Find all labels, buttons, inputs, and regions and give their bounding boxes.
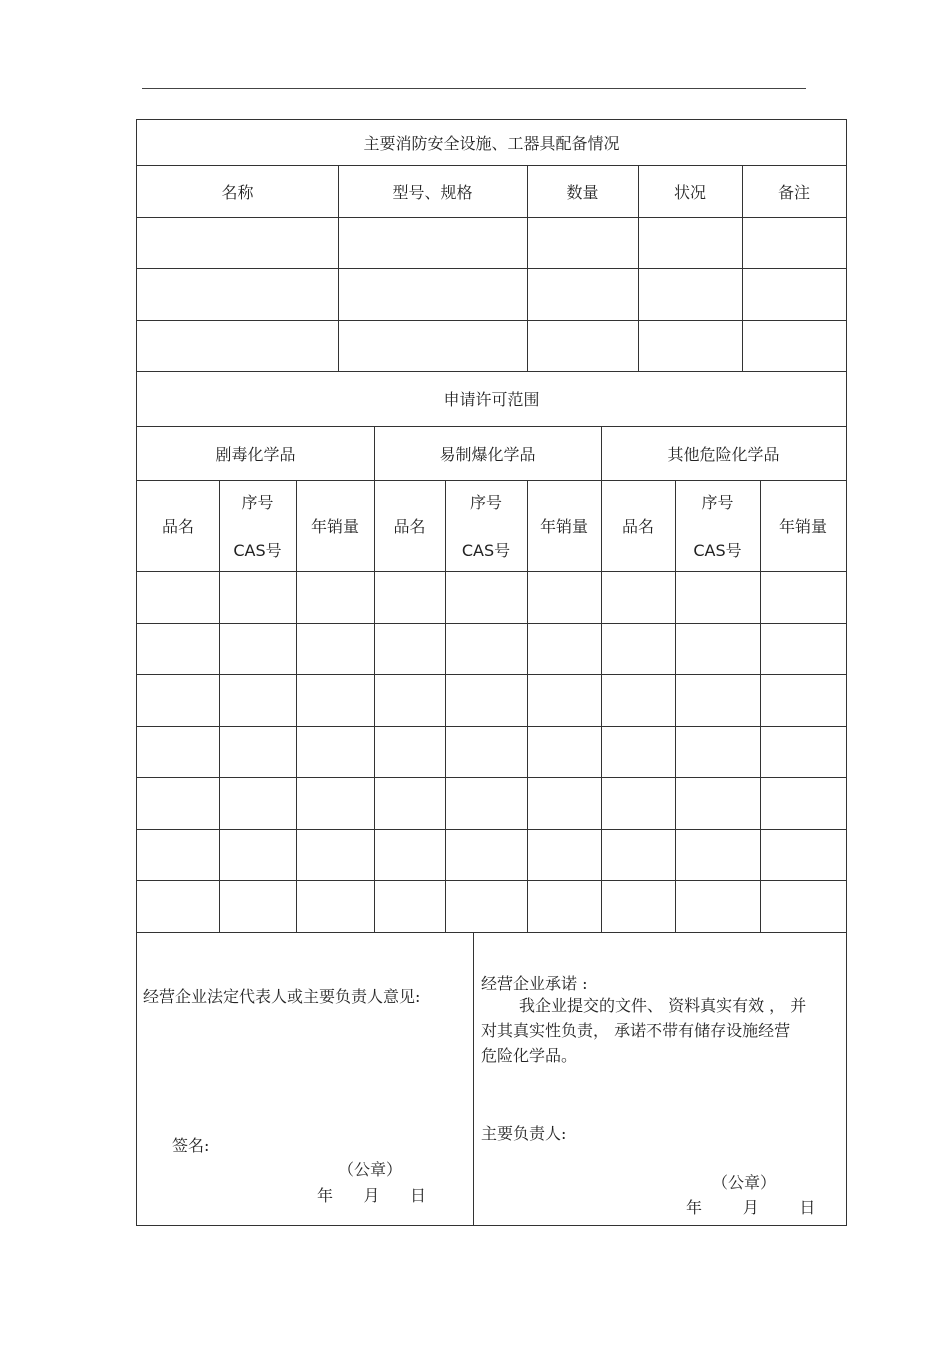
subheader-cas: CAS号 [233,541,282,560]
opinion-label: 经营企业法定代表人或主要负责人意见: [143,987,421,1006]
divider [445,480,446,932]
subheader-annual-sales: 年销量 [310,517,359,536]
opinion-date: 年 月 日 [317,1186,427,1205]
divider [219,480,220,932]
header-status: 状况 [673,182,706,202]
divider [137,674,846,675]
divider [638,165,639,371]
subheader-seq: 序号 [241,493,274,512]
commitment-title: 经营企业承诺 : [481,974,588,993]
subheader-product-name: 品名 [621,517,654,536]
divider [137,726,846,727]
subheader-seq: 序号 [701,493,734,512]
divider [137,880,846,881]
divider [137,623,846,624]
commitment-line: 对其真实性负责， 承诺不带有储存设施经营 [481,1021,791,1040]
category-explosive-precursor: 易制爆化学品 [439,444,536,464]
divider [473,932,474,1225]
responsible-person-label: 主要负责人: [481,1124,567,1143]
divider [296,480,297,932]
divider [137,571,846,572]
subheader-product-name: 品名 [393,517,426,536]
subheader-cas: CAS号 [461,541,511,560]
divider [338,165,339,371]
divider [527,165,528,371]
top-rule [142,88,806,89]
divider [137,777,846,778]
subheader-cas: CAS号 [693,541,742,560]
subheader-annual-sales: 年销量 [778,517,827,536]
category-highly-toxic: 剧毒化学品 [215,444,296,464]
commitment-seal: （公章） [712,1173,777,1192]
header-model-spec: 型号、规格 [392,182,473,202]
facilities-title: 主要消防安全设施、工器具配备情况 [363,134,620,153]
divider [137,320,846,321]
commitment-line: 危险化学品。 [481,1046,578,1065]
scope-title: 申请许可范围 [443,390,540,409]
header-quantity: 数量 [566,182,599,202]
divider [137,932,846,933]
divider [137,829,846,830]
divider [675,480,676,932]
category-other-hazardous: 其他危险化学品 [667,444,780,464]
subheader-seq-cas [219,480,296,571]
sign-label: 签名: [172,1136,210,1155]
divider [137,217,846,218]
subheader-product-name: 品名 [161,517,194,536]
subheader-annual-sales: 年销量 [539,517,588,536]
header-remarks: 备注 [777,182,810,202]
divider [527,480,528,932]
commitment-text [481,993,843,1068]
commitment-date: 年 月 日 [686,1198,816,1217]
subheader-seq-cas [675,480,760,571]
divider [742,165,743,371]
opinion-seal: （公章） [338,1160,403,1179]
divider [137,268,846,269]
header-name: 名称 [221,182,254,202]
divider [760,480,761,932]
subheader-seq: 序号 [469,493,502,512]
subheader-seq-cas [445,480,527,571]
commitment-line: 我企业提交的文件、 资料真实有效 ， 并 [519,996,807,1015]
